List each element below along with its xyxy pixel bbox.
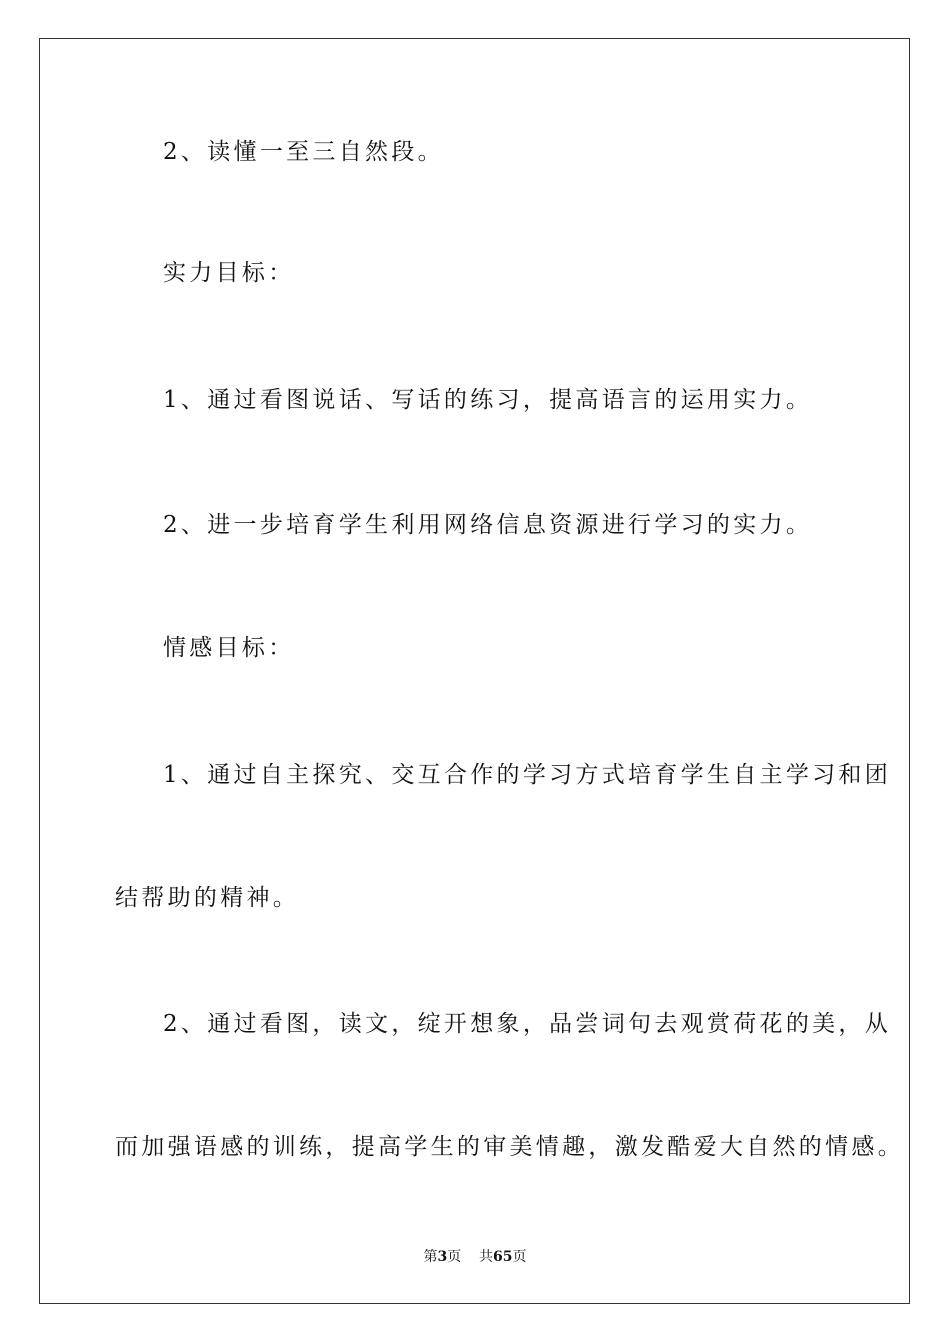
paragraph-3: 1、通过看图说话、写话的练习，提高语言的运用实力。: [163, 387, 813, 413]
paragraph-6-line-1: 1、通过自主探究、交互合作的学习方式培育学生自主学习和团: [163, 762, 892, 788]
page-border: [39, 38, 910, 1304]
footer-current-page: 3: [437, 1249, 448, 1265]
footer-total-pages: 65: [493, 1249, 513, 1265]
paragraph-7-line-1: 2、通过看图，读文，绽开想象，品尝词句去观赏荷花的美，从: [163, 1011, 892, 1037]
paragraph-4: 2、进一步培育学生利用网络信息资源进行学习的实力。: [163, 512, 813, 538]
footer-page-word: 页: [447, 1249, 462, 1265]
paragraph-7-line-2: 而加强语感的训练，提高学生的审美情趣，激发酷爱大自然的情感。: [115, 1134, 904, 1160]
paragraph-2: 实力目标：: [163, 260, 295, 286]
paragraph-1: 2、读懂一至三自然段。: [163, 139, 444, 165]
footer-total-prefix: 共: [479, 1249, 494, 1265]
paragraph-6-line-2: 结帮助的精神。: [115, 885, 300, 911]
footer-total-suffix: 页: [512, 1249, 527, 1265]
paragraph-5: 情感目标：: [163, 635, 295, 661]
page-footer: [0, 1247, 950, 1267]
footer-prefix: 第: [423, 1249, 438, 1265]
